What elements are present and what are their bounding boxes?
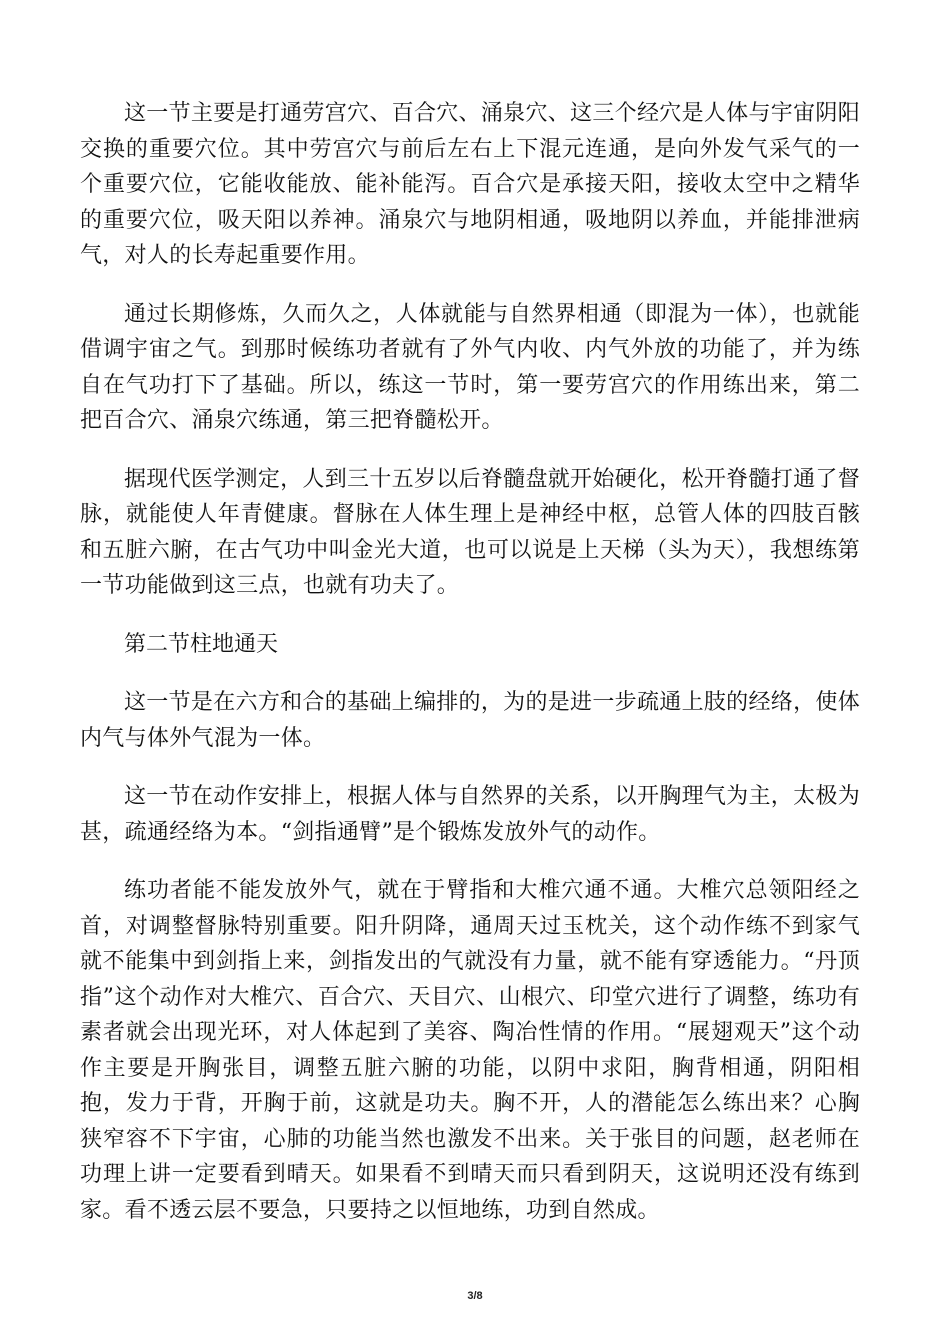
page-number: 3/8	[467, 1290, 483, 1302]
paragraph-4: 这一节是在六方和合的基础上编排的，为的是进一步疏通上肢的经络，使体内气与体外气混为一体。	[80, 690, 860, 751]
paragraph-6: 练功者能不能发放外气，就在于臂指和大椎穴通不通。大椎穴总领阳经之首，对调整督脉特别重要。阳升阴降，通周天过玉枕关，这个动作练不到家气就不能集中到剑指上来，剑指发出的气就没有力量，就不能有穿透能力。“丹顶指”这个动作对大椎穴、百合穴、天目穴、山根穴、印堂穴进行了调整，练功有素者就会出现光环，对人体起到了美容、陶冶性情的作用。“展翅观天”这个动作主要是开胸张目，调整五脏六腑的功能，以阴中求阳，胸背相通，阴阳相抱，发力于背，开胸于前，这就是功夫。胸不开，人的潜能怎么练出来？心胸狭窄容不下宇宙，心肺的功能当然也激发不出来。关于张目的问题，赵老师在功理上讲一定要看到晴天。如果看不到晴天而只看到阴天，这说明还没有练到家。看不透云层不要急，只要持之以恒地练，功到自然成。	[80, 878, 860, 1223]
paragraph-2: 通过长期修炼，久而久之，人体就能与自然界相通（即混为一体），也就能借调宇宙之气。到那时候练功者就有了外气内收、内气外放的功能了，并为练自在气功打下了基础。所以，练这一节时，第一要劳宫穴的作用练出来，第二把百合穴、涌泉穴练通，第三把脊髓松开。	[80, 301, 860, 433]
paragraph-3: 据现代医学测定，人到三十五岁以后脊髓盘就开始硬化，松开脊髓打通了督脉，就能使人年青健康。督脉在人体生理上是神经中枢，总管人体的四肢百骸和五脏六腑，在古气功中叫金光大道，也可以说是上天梯（头为天），我想练第一节功能做到这三点，也就有功夫了。	[80, 466, 860, 598]
paragraph-1: 这一节主要是打通劳宫穴、百合穴、涌泉穴、这三个经穴是人体与宇宙阴阳交换的重要穴位。其中劳宫穴与前后左右上下混元连通，是向外发气采气的一个重要穴位，它能收能放、能补能泻。百合穴是承接天阳，接收太空中之精华的重要穴位，吸天阳以养神。涌泉穴与地阴相通，吸地阴以养血，并能排泄病气，对人的长寿起重要作用。	[80, 101, 860, 268]
section-heading: 第二节柱地通天	[124, 631, 279, 657]
paragraph-5: 这一节在动作安排上，根据人体与自然界的关系，以开胸理气为主，太极为甚，疏通经络为本。“剑指通臂”是个锻炼发放外气的动作。	[80, 784, 860, 845]
document-body	[80, 96, 860, 1251]
